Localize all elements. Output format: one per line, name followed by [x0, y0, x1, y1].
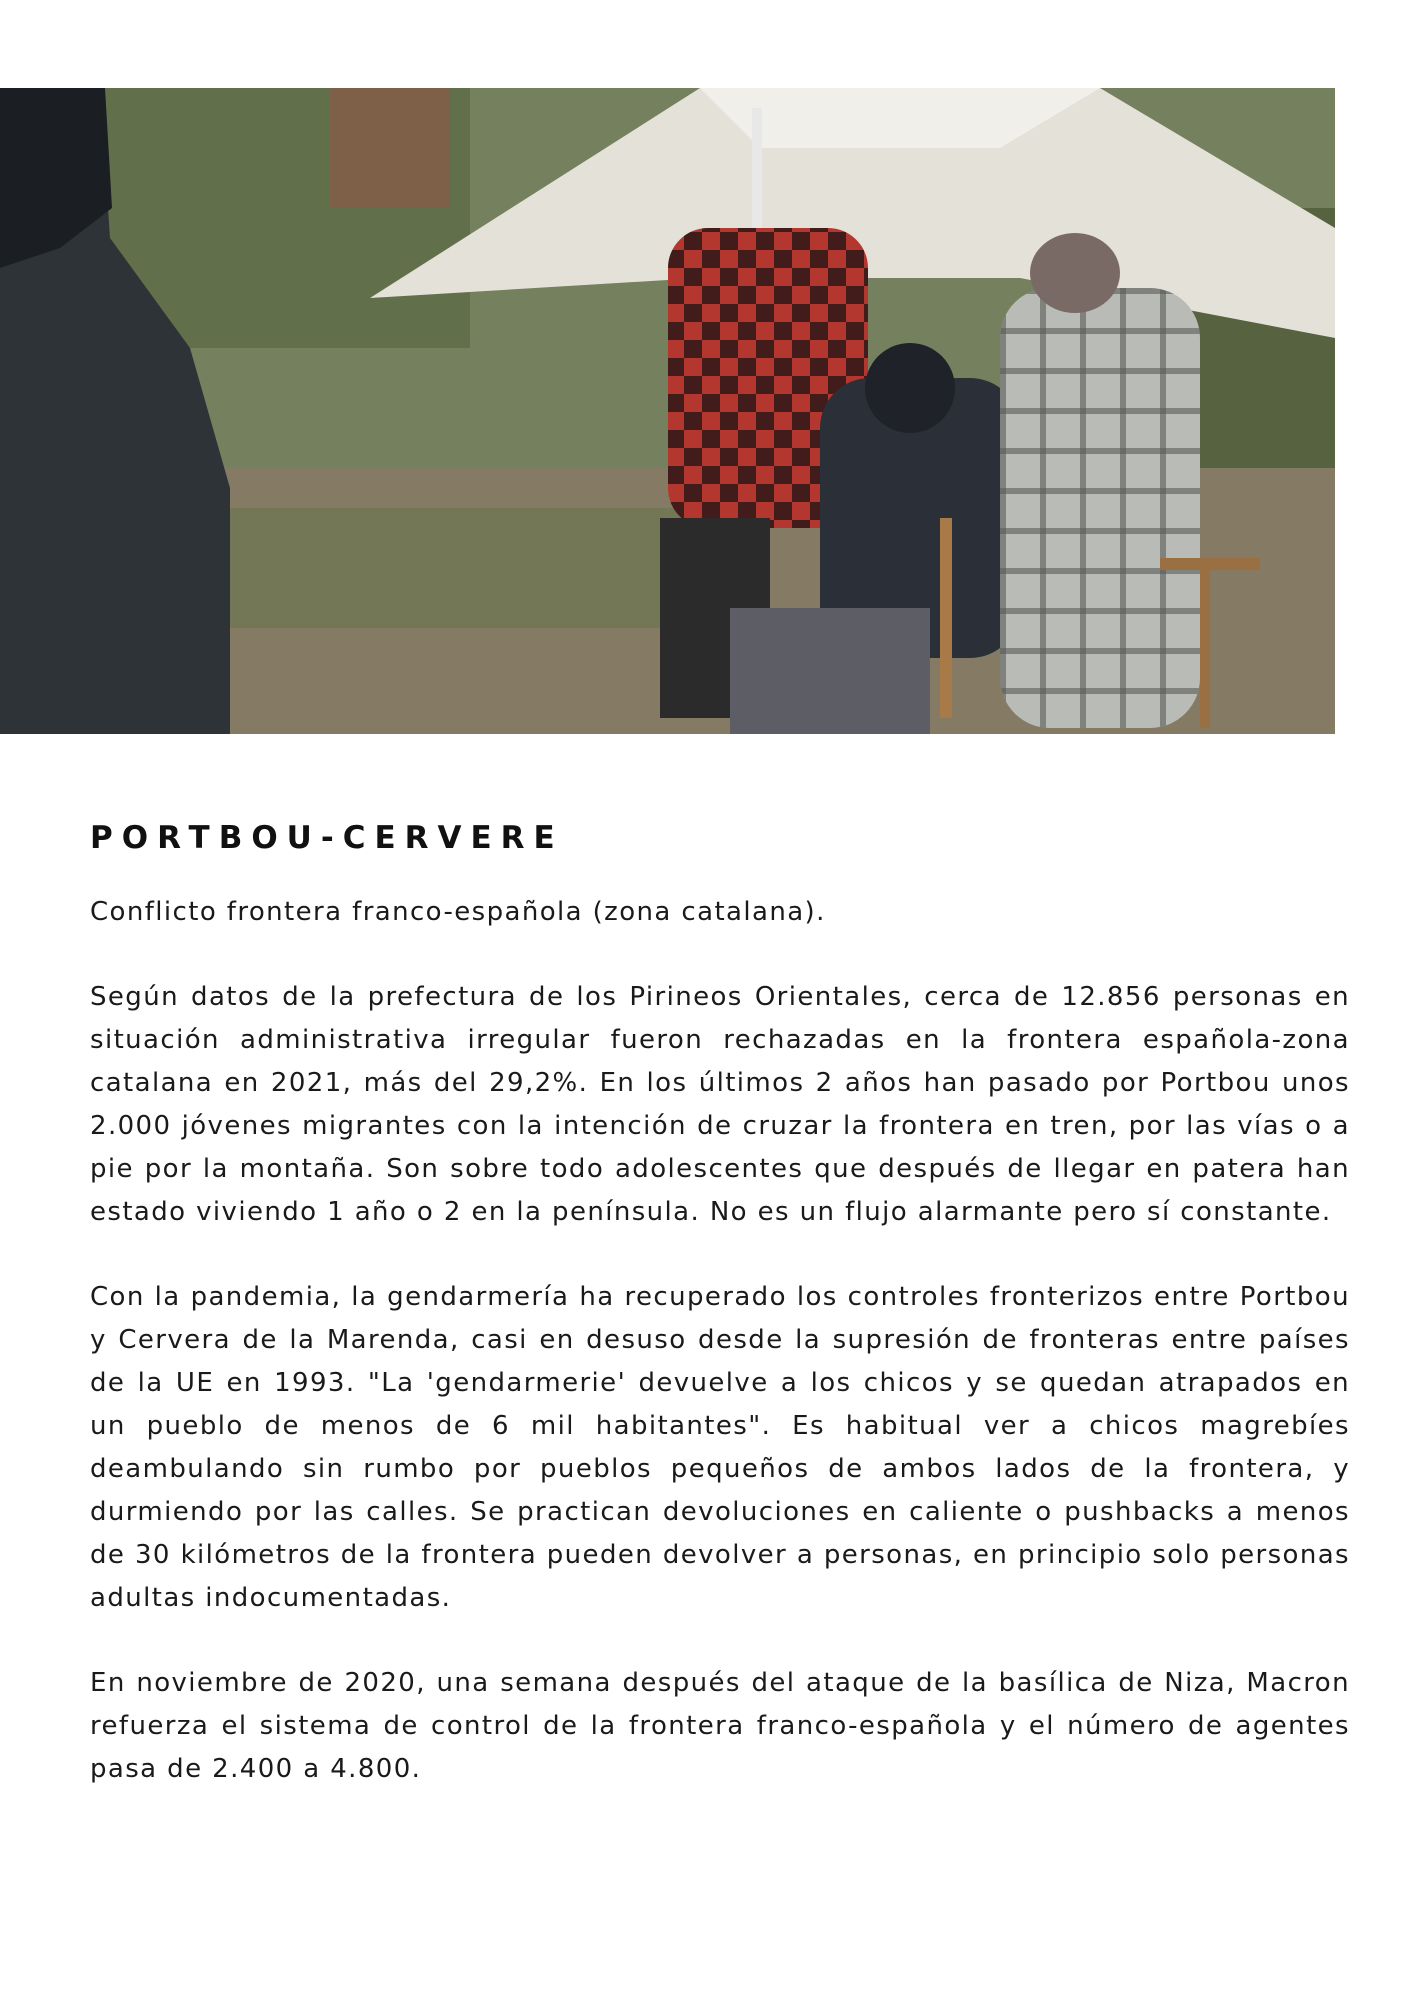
hero-photo: [0, 88, 1335, 734]
article-heading: PORTBOU-CERVERE: [90, 820, 564, 856]
article: [90, 820, 1350, 1833]
article-paragraph-november: En noviembre de 2020, una semana después del ataque de la basílica de Niza, Macron refuerza el sistema de control de la frontera franco-española y el número de agentes pasa de 2.400 a 4.800.: [90, 1668, 1350, 1785]
photo-illustration: [0, 88, 1335, 734]
article-paragraph-pandemic: Con la pandemia, la gendarmería ha recuperado los controles fronterizos entre Portbou y Cervera de la Marenda, casi en desuso desde la supresión de fronteras entre países de la UE en 1993. "La 'gendarmerie' devuelve a los chicos y se quedan atrapados en un pueblo de menos de 6 mil habitantes". Es habitual ver a chicos magrebíes deambulando sin rumbo por pueblos pequeños de ambos lados de la frontera, y durmiendo por las calles. Se practican devoluciones en caliente o pushbacks a menos de 30 kilómetros de la frontera pueden devolver a personas, en principio solo personas adultas indocumentadas.: [90, 1282, 1350, 1614]
article-subtitle: Conflicto frontera franco-española (zona catalana).: [90, 897, 826, 928]
article-paragraph-statistics: Según datos de la prefectura de los Pirineos Orientales, cerca de 12.856 personas en situación administrativa irregular fueron rechazadas en la frontera española-zona catalana en 2021, más del 29,2%. En los últimos 2 años han pasado por Portbou unos 2.000 jóvenes migrantes con la intención de cruzar la frontera en tren, por las vías o a pie por la montaña. Son sobre todo adolescentes que después de llegar en patera han estado viviendo 1 año o 2 en la península. No es un flujo alarmante pero sí constante.: [90, 982, 1350, 1228]
